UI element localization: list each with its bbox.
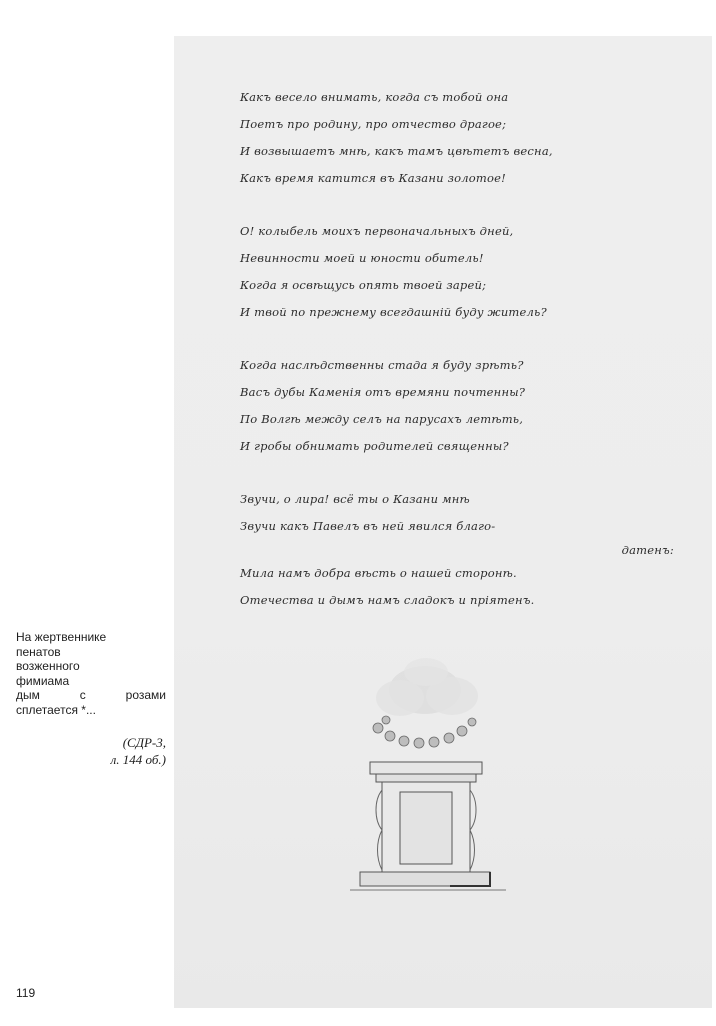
poem-stanza-1 — [240, 84, 690, 192]
illustration-caption — [16, 630, 166, 717]
page-number: 119 — [16, 986, 36, 1000]
poem-stanza-4 — [240, 486, 690, 614]
source-line: (СДР-3, — [122, 735, 166, 750]
poem-line: Когда я освѣщусь опять твоей зарей; — [240, 278, 487, 292]
poem-line: Звучи какъ Павелъ въ ней явился благо- — [240, 519, 496, 533]
caption-line: сплетается *... — [16, 702, 96, 717]
poem-line: Когда наслѣдственны стада я буду зрѣть? — [240, 358, 524, 372]
poem-line: Васъ дубы Каменія отъ времяни почтенны? — [240, 385, 526, 399]
poem-stanza-2 — [240, 218, 690, 326]
poem-line: Какъ время катится въ Казани золотое! — [240, 171, 506, 185]
caption-line: фимиама — [16, 673, 70, 688]
poem-line: Невинности моей и юности обитель! — [240, 251, 484, 265]
poem-line: Какъ весело внимать, когда съ тобой она — [240, 90, 509, 104]
caption-line: дым с розами — [16, 688, 166, 702]
altar-drawing — [330, 650, 520, 900]
smoke-cloud — [376, 658, 478, 716]
poem-line: И возвышаетъ мнѣ, какъ тамъ цвѣтетъ весна, — [240, 144, 553, 158]
manuscript-poem — [240, 84, 690, 640]
poem-line: Звучи, о лира! всё ты о Казани мнѣ — [240, 492, 470, 506]
source-line: л. 144 об.) — [110, 752, 166, 767]
source-reference — [40, 734, 166, 768]
altar-pedestal — [350, 762, 506, 890]
poem-line: Поетъ про родину, про отчество драгое; — [240, 117, 507, 131]
poem-line: По Волгѣ между селъ на парусахъ летѣть, — [240, 412, 524, 426]
poem-line: Мила намъ добра вѣсть о нашей сторонѣ. — [240, 566, 517, 580]
rose-garland — [373, 716, 476, 748]
poem-line: И твой по прежнему всегдашній буду житель? — [240, 305, 547, 319]
poem-line: Отечества и дымъ намъ сладокъ и пріятенъ. — [240, 593, 535, 607]
caption-line: пенатов — [16, 644, 61, 659]
caption-line: На жертвеннике — [16, 630, 107, 644]
poem-line: О! колыбель моихъ первоначальныхъ дней, — [240, 224, 514, 238]
poem-line-continuation: датенъ: — [621, 543, 674, 557]
poem-stanza-3 — [240, 352, 690, 460]
poem-line: И гробы обнимать родителей священны? — [240, 439, 509, 453]
caption-line: возженного — [16, 659, 80, 673]
